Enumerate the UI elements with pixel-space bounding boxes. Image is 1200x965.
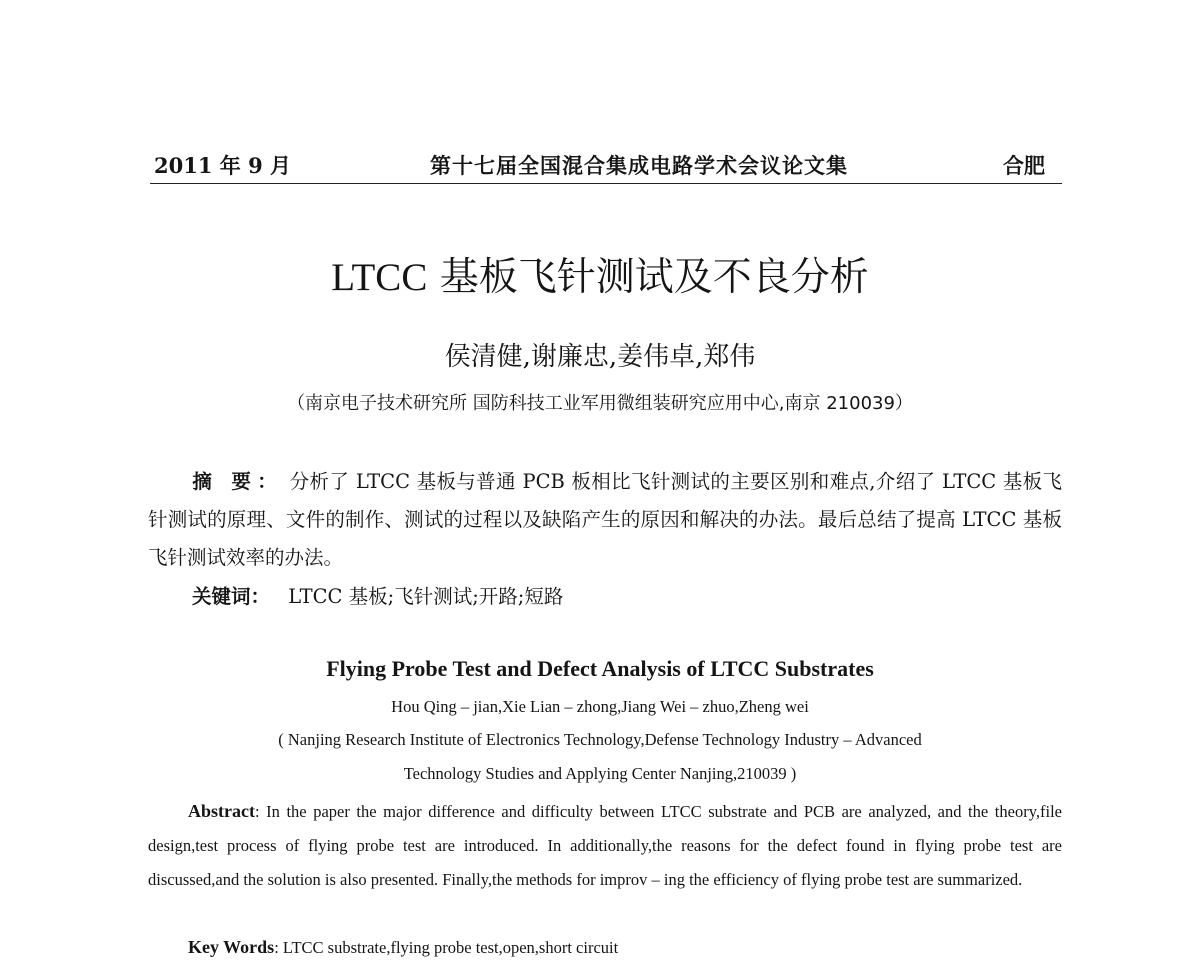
- keywords-en: Key Words: LTCC substrate,flying probe test,open,short circuit: [188, 937, 619, 957]
- authors-en: Hou Qing – jian,Xie Lian – zhong,Jiang Wei – zhuo,Zheng wei: [391, 697, 809, 716]
- affiliation-en-line1: ( Nanjing Research Institute of Electronics Technology,Defense Technology Industry – Advanced: [278, 730, 922, 749]
- affiliation-cn: （南京电子技术研究所 国防科技工业军用微组装研究应用中心,南京 210039）: [287, 393, 913, 414]
- keywords-en-text: LTCC substrate,flying probe test,open,short circuit: [282, 938, 619, 957]
- header-location: 合肥: [1003, 153, 1045, 178]
- keywords-cn-text: LTCC 基板;飞针测试;开路;短路: [288, 585, 564, 608]
- title-chinese: 基板飞针测试及不良分析: [439, 255, 869, 300]
- paper-title-en: Flying Probe Test and Defect Analysis of LTCC Substrates: [326, 656, 874, 681]
- abstract-cn-text: 分析了 LTCC 基板与普通 PCB 板相比飞针测试的主要区别和难点,介绍了 LTCC 基板飞针测试的原理、文件的制作、测试的过程以及缺陷产生的原因和解决的办法。最后总结了提高 LTCC 基板飞针测试效率的办法。: [148, 470, 1062, 569]
- abstract-en-label: Abstract: [188, 801, 255, 821]
- affiliation-en-line2: Technology Studies and Applying Center Nanjing,210039 ): [403, 764, 797, 783]
- keywords-cn-label: 关键词：: [192, 585, 271, 608]
- abstract-en-text: In the paper the major difference and difficulty between LTCC substrate and PCB are analyzed, and the theory,file design,test process of flying probe test are introduced. In additionally,the reasons for the defect found in flying probe test are discussed,and the solution is also presented. Finally,the methods for improv – ing the efficiency of flying probe test are summarized.: [148, 802, 1062, 889]
- abstract-en: Abstract: In the paper the major difference and difficulty between LTCC substrate and PCB are analyzed, and the theory,file design,test process of flying probe test are introduced. In additionally,the reasons for the defect found in flying probe test are discussed,and the solution is also presented. Finally,the methods for improv – ing the efficiency of flying probe test are summarized.: [148, 801, 1062, 889]
- paper-title-cn: [0, 246, 1200, 302]
- keywords-cn: [148, 578, 1062, 616]
- header-proceedings-title: 第十七届全国混合集成电路学术会议论文集: [430, 153, 848, 178]
- title-latin: LTCC: [331, 256, 428, 299]
- abstract-cn: [148, 463, 1062, 577]
- header-rule: [150, 183, 1062, 184]
- authors-cn: 侯清健,谢廉忠,姜伟卓,郑伟: [444, 342, 756, 372]
- abstract-cn-label: 摘 要：: [192, 470, 284, 493]
- header-date: 2011 年 9 月: [154, 153, 291, 178]
- keywords-en-label: Key Words: [188, 937, 275, 957]
